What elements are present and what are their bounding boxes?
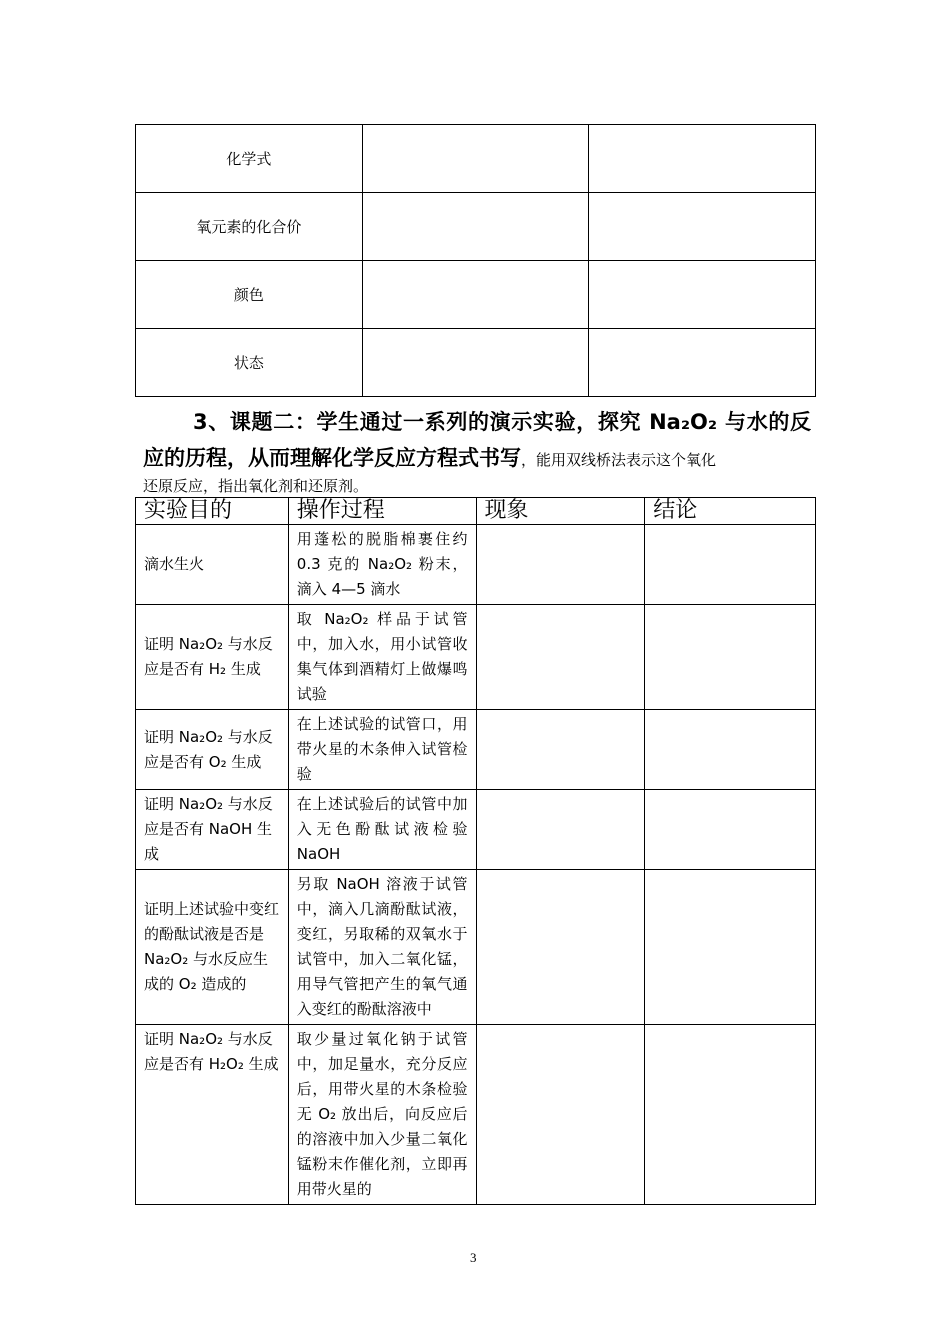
purpose-cell: 滴水生火 (136, 525, 289, 605)
purpose-cell: 证明 Na₂O₂ 与水反应是否有 H₂O₂ 生成 (136, 1025, 289, 1205)
procedure-cell: 取少量过氧化钠于试管中，加足量水，充分反应后，用带火星的木条检验无 O₂ 放出后，向反应后的溶液中加入少量二氧化锰粉末作催化剂，立即再用带火星的 (288, 1025, 476, 1205)
row-label-valence: 氧元素的化合价 (136, 193, 363, 261)
purpose-cell: 证明 Na₂O₂ 与水反应是否有 NaOH 生成 (136, 790, 289, 870)
procedure-cell: 取 Na₂O₂ 样品于试管中，加入水，用小试管收集气体到酒精灯上做爆鸣试验 (288, 605, 476, 710)
phenomenon-cell (476, 525, 645, 605)
table-row (136, 870, 816, 1025)
row-label-color: 颜色 (136, 261, 363, 329)
table-row (136, 525, 816, 605)
phenomenon-cell (476, 790, 645, 870)
blank-cell (362, 261, 589, 329)
table-row (136, 710, 816, 790)
row-label-state: 状态 (136, 329, 363, 397)
table-row (136, 261, 816, 329)
blank-cell (589, 125, 816, 193)
page-number: 3 (470, 1250, 477, 1265)
procedure-cell: 在上述试验后的试管中加入无色酚酞试液检验 NaOH (288, 790, 476, 870)
conclusion-cell (645, 870, 816, 1025)
properties-table (135, 124, 816, 397)
procedure-cell: 用蓬松的脱脂棉裹住约 0.3 克的 Na₂O₂ 粉末，滴入 4—5 滴水 (288, 525, 476, 605)
conclusion-cell (645, 1025, 816, 1205)
table-row (136, 790, 816, 870)
heading-continuation: 还原反应，指出氧化剂和还原剂。 (143, 477, 369, 495)
header-conclusion: 结论 (645, 498, 816, 525)
blank-cell (362, 193, 589, 261)
conclusion-cell (645, 525, 816, 605)
heading-normal-text: ，能用双线桥法表示这个氧化 (521, 451, 717, 469)
procedure-cell: 另取 NaOH 溶液于试管中，滴入几滴酚酞试液，变红，另取稀的双氧水于试管中，加入二氧化锰，用导气管把产生的氧气通入变红的酚酞溶液中 (288, 870, 476, 1025)
blank-cell (362, 125, 589, 193)
table-row (136, 605, 816, 710)
row-label-formula: 化学式 (136, 125, 363, 193)
table-row (136, 329, 816, 397)
header-purpose: 实验目的 (136, 498, 289, 525)
blank-cell (589, 261, 816, 329)
header-procedure: 操作过程 (288, 498, 476, 525)
phenomenon-cell (476, 710, 645, 790)
section-heading (143, 404, 811, 495)
phenomenon-cell (476, 1025, 645, 1205)
procedure-cell: 在上述试验的试管口，用带火星的木条伸入试管检验 (288, 710, 476, 790)
table-header-row (136, 498, 816, 525)
purpose-cell: 证明 Na₂O₂ 与水反应是否有 O₂ 生成 (136, 710, 289, 790)
heading-bold-text: 3、课题二：学生通过一系列的演示实验，探究 Na₂O₂ 与水的反应的历程，从而理解化学反应方程式书写 (143, 410, 811, 470)
conclusion-cell (645, 790, 816, 870)
header-phenomenon: 现象 (476, 498, 645, 525)
table-row (136, 193, 816, 261)
table-row (136, 1025, 816, 1205)
experiment-table (135, 497, 816, 1205)
conclusion-cell (645, 605, 816, 710)
purpose-cell: 证明上述试验中变红的酚酞试液是否是 Na₂O₂ 与水反应生成的 O₂ 造成的 (136, 870, 289, 1025)
purpose-cell: 证明 Na₂O₂ 与水反应是否有 H₂ 生成 (136, 605, 289, 710)
phenomenon-cell (476, 870, 645, 1025)
table-row (136, 125, 816, 193)
blank-cell (589, 193, 816, 261)
conclusion-cell (645, 710, 816, 790)
blank-cell (362, 329, 589, 397)
blank-cell (589, 329, 816, 397)
phenomenon-cell (476, 605, 645, 710)
